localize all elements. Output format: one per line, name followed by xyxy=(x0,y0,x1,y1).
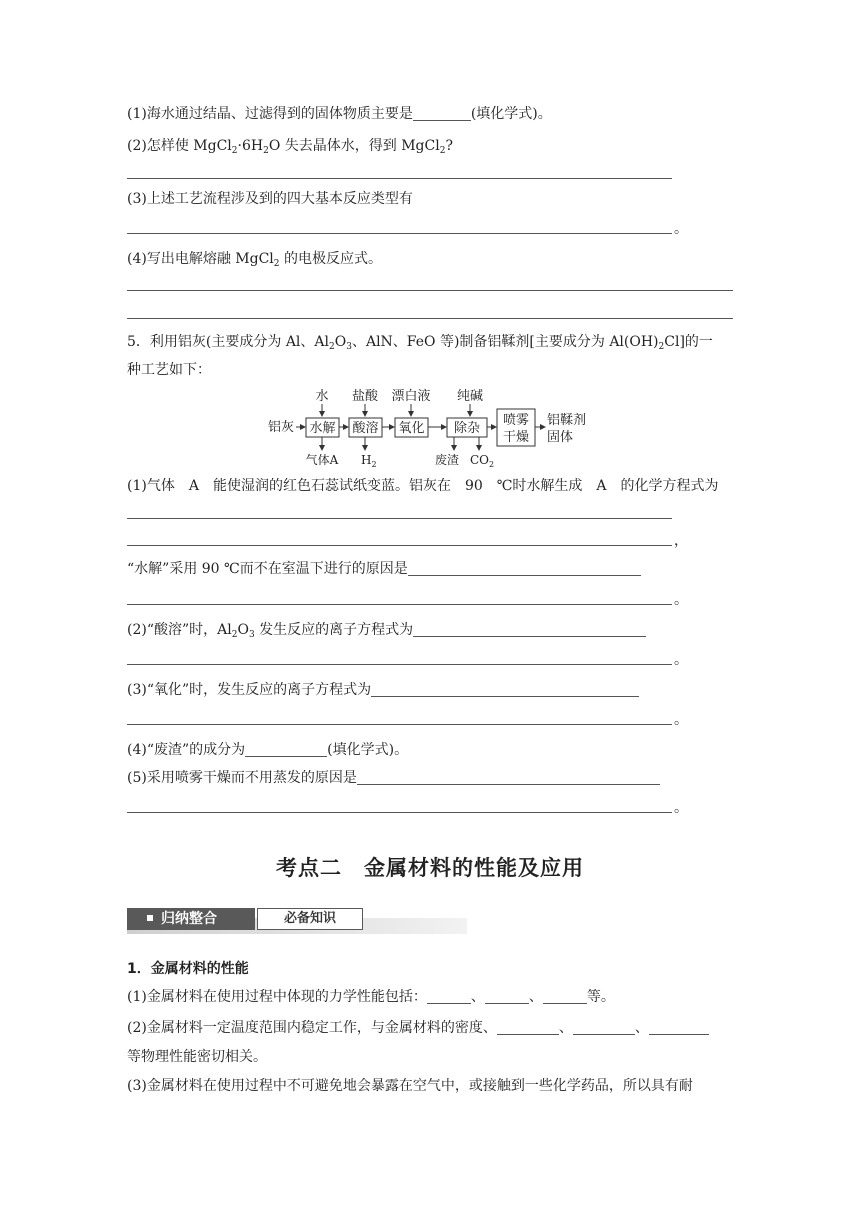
answer-line xyxy=(127,318,733,319)
svg-text:喷雾: 喷雾 xyxy=(502,413,530,428)
answer-line xyxy=(127,724,672,725)
banner-summary-label: 归纳整合 xyxy=(127,908,255,930)
q4-part3: (3)上述工艺流程涉及到的四大基本反应类型有 xyxy=(127,191,413,207)
k1-part2-cont: 等物理性能密切相关。 xyxy=(127,1049,267,1065)
section-banner xyxy=(127,908,467,934)
process-flow-diagram xyxy=(0,384,860,474)
input-hcl: 盐酸 xyxy=(351,389,379,404)
q5-part1-reason: “水解”采用 90 ℃而不在室温下进行的原因是 xyxy=(127,560,641,578)
q5-part4: (4)“废渣”的成分为 (填化学式)。 xyxy=(127,742,409,758)
q5-intro: 5．利用铝灰(主要成分为 Al、$Al_2O_3$、AlN、FeO 等)制备铝鞣剂[主要成分为 $Al(OH)_2Cl$]的一 xyxy=(127,334,713,352)
input-water: 水 xyxy=(315,389,329,404)
period-mark: 。 xyxy=(674,800,688,816)
output-co2: $CO_2$ xyxy=(470,453,495,469)
answer-line xyxy=(127,178,672,179)
answer-line xyxy=(127,233,672,234)
k1-part2: (2)金属材料一定温度范围内稳定工作，与金属材料的密度、 、 、 xyxy=(127,1019,709,1037)
comma-mark: ， xyxy=(674,533,688,549)
q4-part2: (2)怎样使 $MgCl_2\cdot 6H_2O$ 失去晶体水，得到 MgCl$_2$? xyxy=(127,138,453,156)
answer-blank xyxy=(413,106,471,121)
section-title: 考点二 金属材料的性能及应用 xyxy=(276,856,584,880)
answer-line xyxy=(127,545,672,546)
svg-text:除杂: 除杂 xyxy=(453,421,481,436)
input-soda: 纯碱 xyxy=(456,389,484,404)
q5-part5: (5)采用喷雾干燥而不用蒸发的原因是 xyxy=(127,769,660,787)
period-mark: 。 xyxy=(674,592,688,608)
product-solid: 固体 xyxy=(547,430,574,445)
output-waste: 废渣 xyxy=(434,453,460,467)
output-h2: $H_2$ xyxy=(361,453,377,469)
k1-heading: 1．金属材料的性能 xyxy=(127,961,249,977)
q4-part1: (1)海水通过结晶、过滤得到的固体物质主要是 (填化学式)。 xyxy=(127,106,552,122)
q5-part3: (3)“氧化”时，发生反应的离子方程式为 xyxy=(127,681,639,699)
q4-part4: (4)写出电解熔融 MgCl$_2$ 的电极反应式。 xyxy=(127,251,382,269)
period-mark: 。 xyxy=(674,652,688,668)
svg-text:氧化: 氧化 xyxy=(398,421,425,436)
product-tanning-agent: 铝鞣剂 xyxy=(547,413,587,428)
svg-text:干燥: 干燥 xyxy=(502,430,530,445)
answer-line xyxy=(127,604,672,605)
period-mark: 。 xyxy=(674,221,688,237)
q5-intro-cont: 种工艺如下： xyxy=(127,362,211,378)
k1-part1: (1)金属材料在使用过程中体现的力学性能包括： 、 、 等。 xyxy=(127,989,615,1005)
banner-knowledge-label: 必备知识 xyxy=(257,908,363,930)
answer-line xyxy=(127,518,672,519)
k1-part3: (3)金属材料在使用过程中不可避免地会暴露在空气中，或接触到一些化学药品，所以具有耐 xyxy=(127,1078,693,1094)
output-gas-a: 气体A xyxy=(305,453,339,467)
answer-line xyxy=(127,812,672,813)
q5-part2: (2)“酸溶”时，$Al_2O_3$ 发生反应的离子方程式为 xyxy=(127,621,646,639)
svg-text:水解: 水解 xyxy=(309,421,336,436)
svg-text:酸溶: 酸溶 xyxy=(352,421,379,436)
input-bleach: 漂白液 xyxy=(391,389,431,404)
answer-line xyxy=(127,664,672,665)
start-ash: 铝灰 xyxy=(268,420,295,435)
period-mark: 。 xyxy=(674,712,688,728)
q5-part1: (1)气体 A 能使湿润的红色石蕊试纸变蓝。铝灰在 90 ℃时水解生成 A 的化学方程式为 xyxy=(127,478,719,494)
answer-line xyxy=(127,290,733,291)
